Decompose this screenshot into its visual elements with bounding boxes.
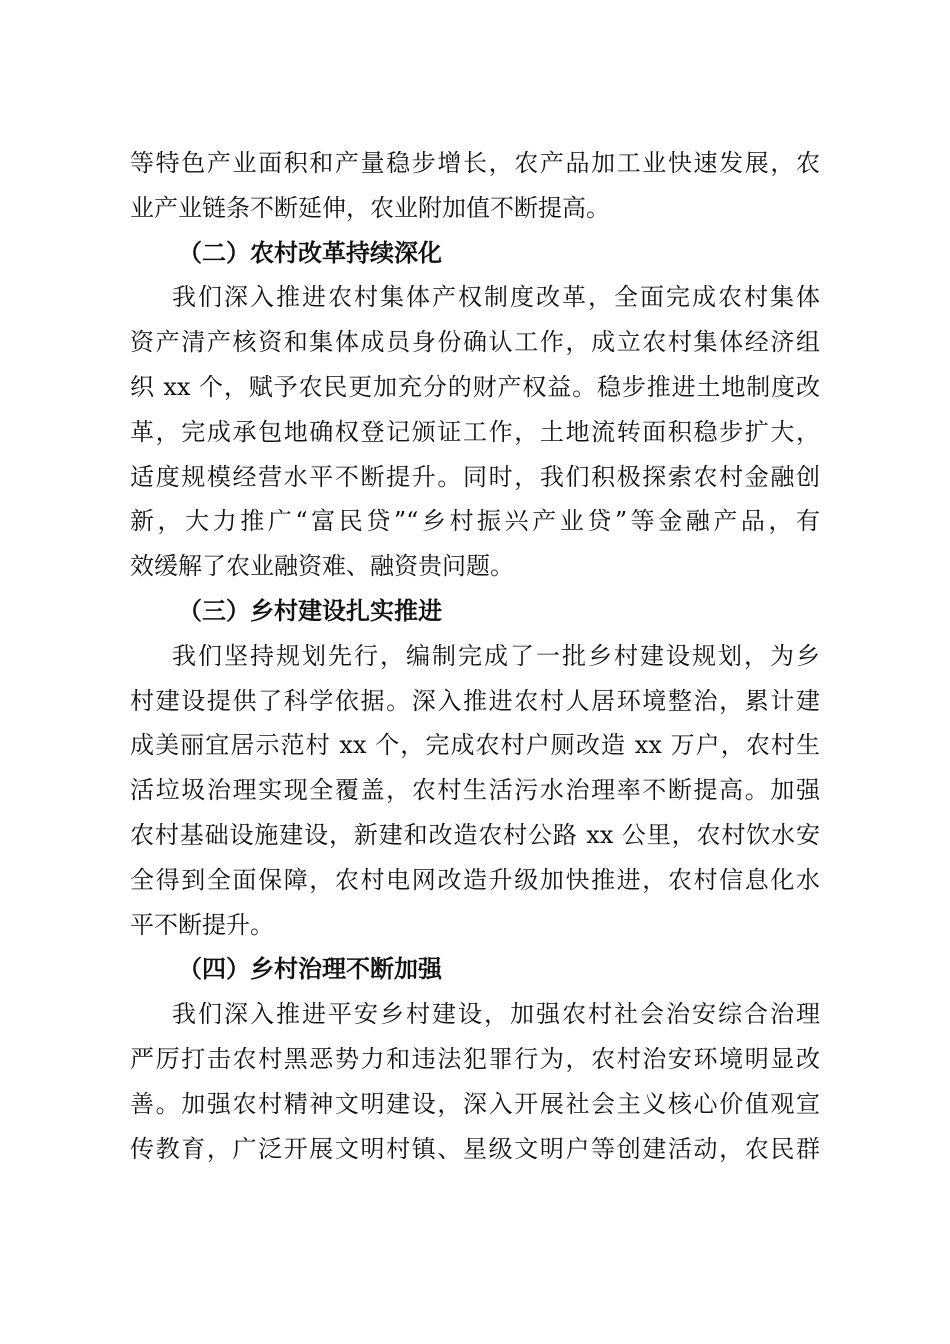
paragraph-line: 我们深入推进农村集体产权制度改革，全面完成农村集体 xyxy=(172,283,820,312)
section-heading: （四）乡村治理不断加强 xyxy=(178,954,442,984)
paragraph-line: 成美丽宜居示范村 xx 个，完成农村户厕改造 xx 万户，农村生 xyxy=(130,731,820,760)
document-body xyxy=(130,141,820,1171)
paragraph-line: 新，大力推广“富民贷”“乡村振兴产业贷”等金融产品，有 xyxy=(130,507,820,536)
paragraph-line: 适度规模经营水平不断提升。同时，我们积极探索农村金融创 xyxy=(130,462,820,491)
paragraph-line: 革，完成承包地确权登记颁证工作，土地流转面积稳步扩大， xyxy=(130,417,820,446)
paragraph-line: 严厉打击农村黑恶势力和违法犯罪行为，农村治安环境明显改 xyxy=(130,1044,820,1073)
paragraph-line: 善。加强农村精神文明建设，深入开展社会主义核心价值观宣 xyxy=(130,1089,820,1118)
paragraph-line: 我们坚持规划先行，编制完成了一批乡村建设规划，为乡 xyxy=(172,641,820,670)
section-heading: （二）农村改革持续深化 xyxy=(178,237,442,267)
section-heading: （三）乡村建设扎实推进 xyxy=(178,595,442,625)
paragraph-line: 等特色产业面积和产量稳步增长，农产品加工业快速发展，农 xyxy=(130,149,820,177)
paragraph-line: 织 xx 个，赋予农民更加充分的财产权益。稳步推进土地制度改 xyxy=(130,372,820,401)
paragraph-line: 效缓解了农业融资难、融资贵问题。 xyxy=(130,552,514,581)
paragraph-line: 资产清产核资和集体成员身份确认工作，成立农村集体经济组 xyxy=(130,328,820,357)
paragraph-line: 业产业链条不断延伸，农业附加值不断提高。 xyxy=(130,193,610,222)
paragraph-line: 活垃圾治理实现全覆盖，农村生活污水治理率不断提高。加强 xyxy=(130,776,820,805)
paragraph-line: 平不断提升。 xyxy=(130,910,274,939)
paragraph-line: 我们深入推进平安乡村建设，加强农村社会治安综合治理 xyxy=(172,1000,820,1029)
paragraph-line: 村建设提供了科学依据。深入推进农村人居环境整治，累计建 xyxy=(130,686,820,715)
paragraph-line: 传教育，广泛开展文明村镇、星级文明户等创建活动，农民群 xyxy=(130,1134,820,1163)
paragraph-line: 农村基础设施建设，新建和改造农村公路 xx 公里，农村饮水安 xyxy=(130,820,820,849)
paragraph-line: 全得到全面保障，农村电网改造升级加快推进，农村信息化水 xyxy=(130,865,820,894)
